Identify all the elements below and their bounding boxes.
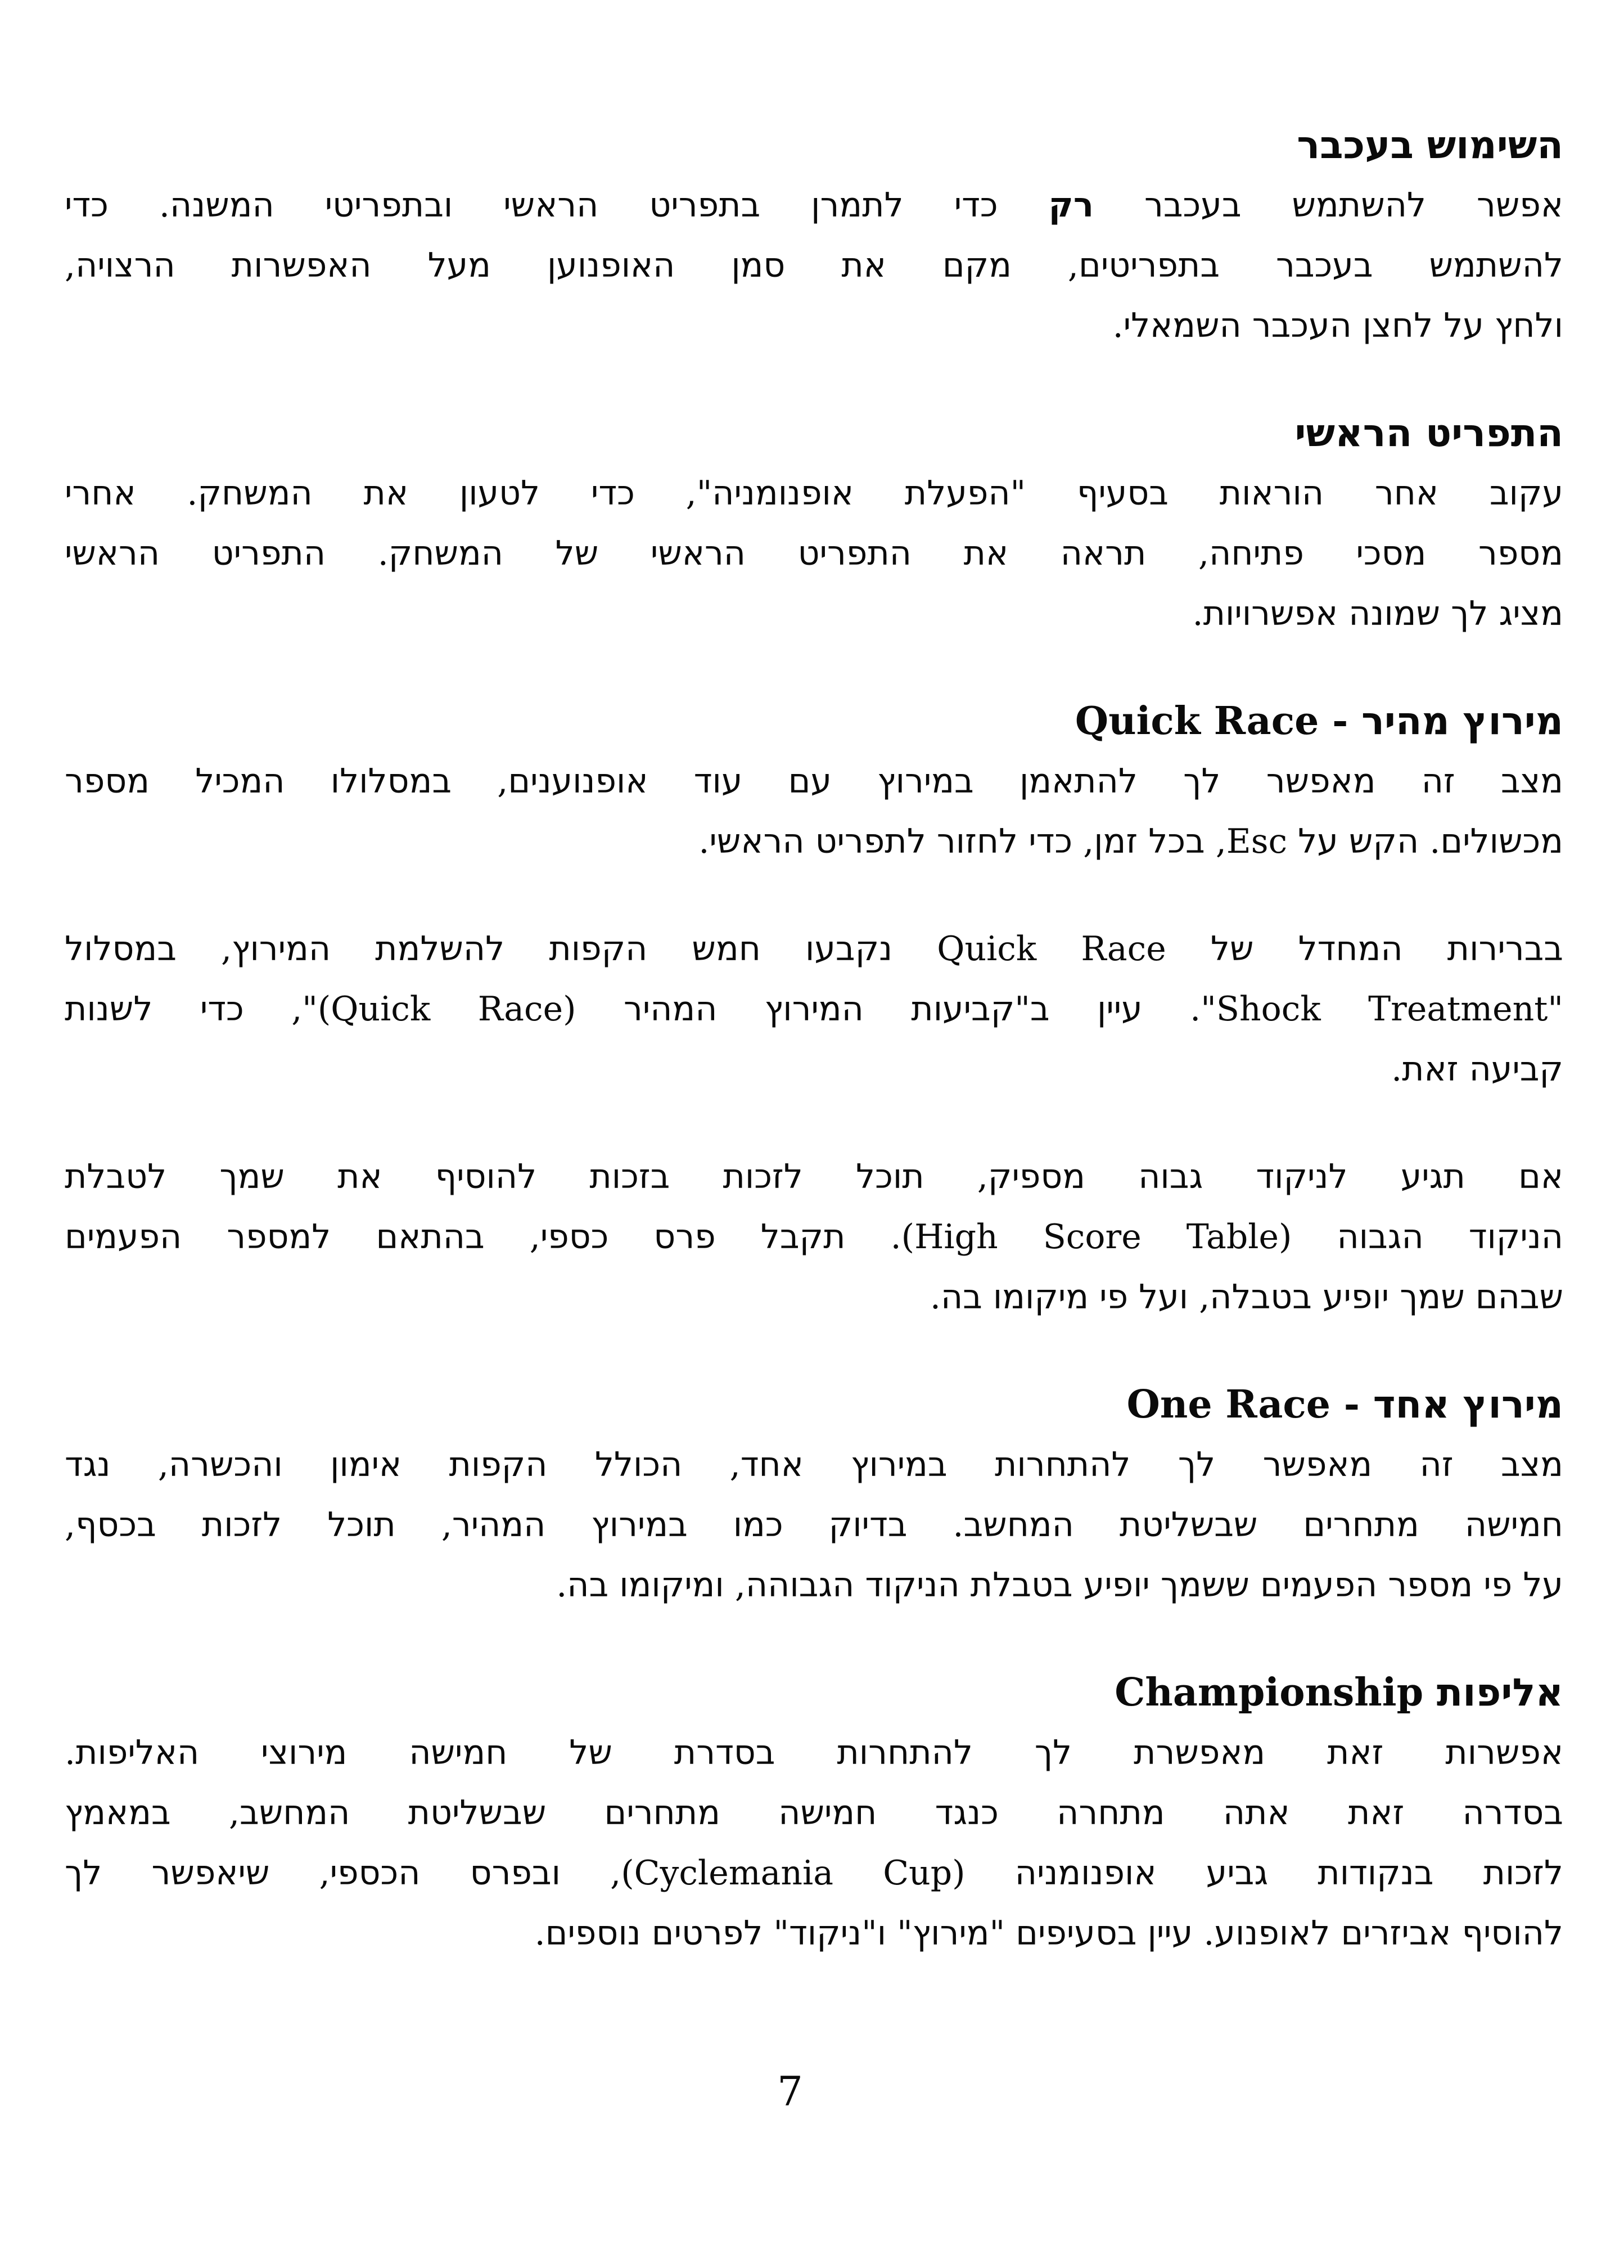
paragraph — [65, 919, 1563, 1100]
section-heading-main-menu: התפריט הראשי — [1294, 411, 1563, 456]
text-line: שבהם שמך יופיע בטבלה, ועל פי מיקומו בה. — [930, 1277, 1563, 1317]
text-line: חמישה מתחרים שבשליטת המחשב. בדיוק כמו במירוץ המהיר, תוכל לזכות בכסף, — [65, 1505, 1563, 1545]
page-number: 7 — [777, 2068, 803, 2115]
section-heading-one-race: מירוץ אחד - One Race — [1126, 1382, 1563, 1427]
text-line: מצב זה מאפשר לך להתאמן במירוץ עם עוד אופנוענים, במסלולו המכיל מספר — [65, 762, 1563, 801]
text-line: קביעה זאת. — [1391, 1050, 1563, 1089]
paragraph — [65, 1147, 1563, 1328]
text-line: עקוב אחר הוראות בסעיף "הפעלת אופנומניה", כדי לטעון את המשחק. אחרי — [65, 474, 1563, 513]
text-line: ולחץ על לחצן העכבר השמאלי. — [1112, 306, 1563, 345]
text-line: להוסיף אביזרים לאופנוע. עיין בסעיפים "מירוץ" ו"ניקוד" לפרטים נוספים. — [534, 1914, 1563, 1953]
text-line: מספר מסכי פתיחה, תראה את התפריט הראשי של המשחק. התפריט הראשי — [65, 534, 1563, 573]
text-line — [65, 176, 1563, 236]
text-line: אפשרות זאת מאפשרת לך להתחרות בסדרת של חמישה מירוצי האליפות. — [65, 1733, 1563, 1772]
text-line: אם תגיע לניקוד גבוה מספיק, תוכל לזכות בזכות להוסיף את שמך לטבלת — [65, 1157, 1563, 1196]
paragraph — [65, 1435, 1563, 1616]
text-run: אפשר להשתמש בעכבר — [1093, 186, 1563, 225]
section-heading-championship: אליפות Championship — [1115, 1670, 1563, 1715]
text-line: "Shock Treatment". עיין ב"קביעות המירוץ המהיר (Quick Race)", כדי לשנות — [65, 989, 1563, 1029]
text-line: על פי מספר הפעמים ששמך יופיע בטבלת הניקוד הגבוהה, ומיקומו בה. — [556, 1565, 1563, 1605]
section-heading-quick-race: מירוץ מהיר - Quick Race — [1075, 699, 1563, 744]
text-line: מציג לך שמונה אפשרויות. — [1192, 594, 1563, 633]
text-run: כדי לתמרן בתפריט הראשי ובתפריטי המשנה. כדי — [65, 186, 1049, 225]
text-line: לזכות בנקודות גביע אופנומניה (Cyclemania Cup), ובפרס הכספי, שיאפשר לך — [65, 1853, 1563, 1893]
text-line: להשתמש בעכבר בתפריטים, מקם את סמן האופנוען מעל האפשרות הרצויה, — [65, 246, 1563, 285]
text-line: מצב זה מאפשר לך להתחרות במירוץ אחד, הכולל הקפות אימון והכשרה, נגד — [65, 1445, 1563, 1484]
paragraph — [65, 1723, 1563, 1964]
text-line: מכשולים. הקש על Esc, בכל זמן, כדי לחזור לתפריט הראשי. — [698, 822, 1563, 861]
text-line: בברירות המחדל של Quick Race נקבעו חמש הקפות להשלמת המירוץ, במסלול — [65, 929, 1563, 969]
paragraph — [65, 752, 1563, 872]
section-heading-mouse-usage: השימוש בעכבר — [1297, 123, 1563, 168]
paragraph — [65, 176, 1563, 356]
text-run-bold: רק — [1048, 186, 1094, 225]
paragraph — [65, 464, 1563, 644]
text-line: בסדרה זאת אתה מתחרה כנגד חמישה מתחרים שבשליטת המחשב, במאמץ — [65, 1793, 1563, 1833]
text-line: הניקוד הגבוה (High Score Table). תקבל פרס כספי, בהתאם למספר הפעמים — [65, 1217, 1563, 1257]
